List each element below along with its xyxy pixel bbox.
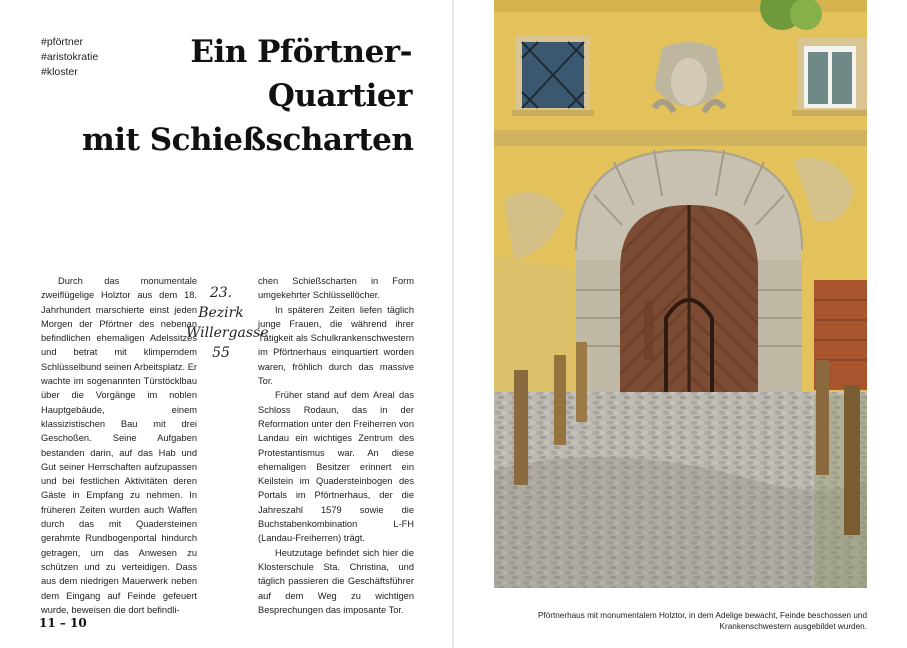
title-line: mit Schießscharten [82, 122, 414, 158]
address-district: 23. Bezirk [198, 285, 244, 321]
gatehouse-photo [494, 0, 867, 588]
address-number: 55 [212, 345, 230, 361]
hashtag[interactable]: #aristokratie [41, 51, 99, 63]
paragraph: Früher stand auf dem Areal das Schloss Rodaun, das in der Reformation unter den Freiherren von Landau ein wichtiges Zentrum des Protestantismus war. An diese ehemaligen Besitzer erinnert ein Keilstein im Quadersteinbogen des Portals im Pförtnerhaus, der die Jahreszahl 1579 sowie die Buchstabenkombination L-FH (Landau-Freiherren) trägt. [258, 390, 414, 544]
address-block [186, 283, 269, 363]
hashtag[interactable]: #pförtner [41, 36, 84, 48]
article-title [82, 30, 412, 162]
title-line: Ein Pförtner- [190, 34, 412, 70]
paragraph: chen Schießscharten in Form umgekehrter Schlüssellöcher. [258, 276, 414, 301]
paragraph: Durch das monumentale zweiflügelige Holztor aus dem 18. Jahrhundert marschierte einst jeden Morgen der Pförtner des nebenan befindlichen ehemaligen Adelssitzes und betrat mit klimperndem Schlüsselbund seinen Arbeitsplatz. Er wachte im sogenannten Türstöcklbau über die Vorgänge im noblen Hauptgebäude, einem klassizistischen Bau mit drei Geschoßen. Seine Aufgaben bestanden darin, auf das Hab und Gut seiner Herrschaften aufzupassen und bei festlichen Aktivitäten deren Gäste in Empfang zu nehmen. In früheren Zeiten wurden auch Waffen durch das mit Quadersteinen gerahmte Rundbogenportal hindurch getragen, um das Anwesen zu schützen und zu verteidigen. Dass aus dem niedrigen Mauerwerk neben dem Eingang auf Feinde gefeuert wurde, beweisen die dort befindli- [41, 276, 197, 615]
address-street: Willergasse [186, 325, 269, 341]
photo-caption: Pförtnerhaus mit monumentalem Holztor, in dem Adelige bewacht, Feinde beschossen und Krankenschwestern ausgebildet wurden. [537, 611, 867, 631]
body-column-2 [258, 274, 414, 617]
paragraph: Heutzutage befindet sich hier die Klosterschule Sta. Christina, und täglich passieren die Geschäftsführer auf dem Weg zu wichtigen Besprechungen das imposante Tor. [258, 547, 414, 615]
title-line: Quartier [267, 78, 412, 114]
left-page [0, 0, 452, 648]
hashtag[interactable]: #kloster [41, 66, 78, 78]
gatehouse-illustration [494, 0, 867, 588]
body-column-1 [41, 274, 197, 617]
paragraph: In späteren Zeiten liefen täglich junge Frauen, die während ihrer Tätigkeit als Schulkrankenschwestern im Pförtnerhaus einquartiert worden waren, fröhlich durch das massive Tor. [258, 304, 414, 387]
page-number: 11 – 10 [39, 616, 87, 630]
right-page [454, 0, 907, 648]
